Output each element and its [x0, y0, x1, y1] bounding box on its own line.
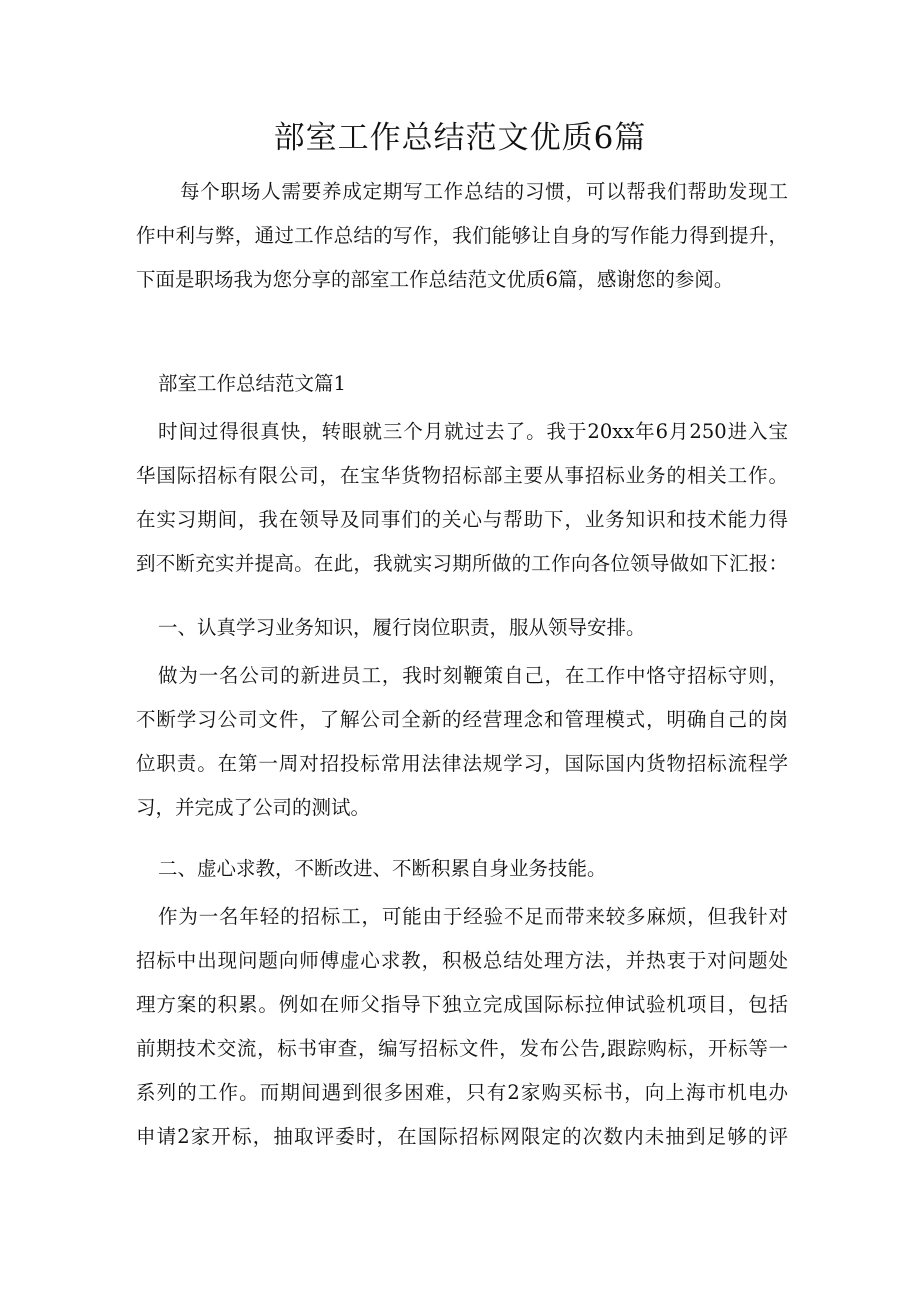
intro-line: 每个职场人需要养成定期写工作总结的习惯，可以帮我们帮助发现工: [180, 180, 788, 203]
body-paragraph-3: [136, 895, 788, 1159]
paragraph-line: 理方案的积累。例如在师父指导下独立完成国际标拉伸试验机项目，包括: [136, 993, 788, 1016]
paragraph-line: 招标中出现问题向师傅虚心求教，积极总结处理方法，并热衷于对问题处: [136, 949, 788, 972]
point-heading-1: 一、认真学习业务知识，履行岗位职责，服从领导安排。: [158, 616, 646, 639]
intro-line: 下面是职场我为您分享的部室工作总结范文优质6篇，感谢您的参阅。: [136, 268, 734, 291]
intro-paragraph: [136, 170, 788, 302]
paragraph-line: 位职责。在第一周对招投标常用法律法规学习，国际国内货物招标流程学: [136, 752, 788, 775]
paragraph-line: 华国际招标有限公司，在宝华货物招标部主要从事招标业务的相关工作。: [136, 464, 788, 487]
document-title: 部室工作总结范文优质6篇: [273, 120, 647, 156]
paragraph-line: 前期技术交流，标书审查，编写招标文件，发布公告,跟踪购标，开标等一: [136, 1037, 788, 1060]
point-heading-2: 二、虚心求教，不断改进、不断积累自身业务技能。: [158, 857, 607, 880]
paragraph-line: 在实习期间，我在领导及同事们的关心与帮助下，业务知识和技术能力得: [136, 508, 788, 531]
intro-line: 作中利与弊，通过工作总结的写作，我们能够让自身的写作能力得到提升，: [136, 224, 788, 247]
paragraph-line: 时间过得很真快，转眼就三个月就过去了。我于20xx年6月250进入宝: [158, 420, 788, 443]
paragraph-line: 做为一名公司的新进员工，我时刻鞭策自己，在工作中恪守招标守则，: [158, 664, 788, 687]
section-heading: 部室工作总结范文篇1: [158, 372, 346, 395]
body-paragraph-1: [136, 410, 788, 586]
paragraph-line: 习，并完成了公司的测试。: [136, 796, 371, 819]
paragraph-line: 到不断充实并提高。在此，我就实习期所做的工作向各位领导做如下汇报：: [136, 552, 788, 575]
paragraph-line: 系列的工作。而期间遇到很多困难，只有2家购买标书，向上海市机电办: [136, 1081, 788, 1104]
paragraph-line: 不断学习公司文件，了解公司全新的经营理念和管理模式，明确自己的岗: [136, 708, 788, 731]
paragraph-line: 作为一名年轻的招标工，可能由于经验不足而带来较多麻烦，但我针对: [158, 905, 788, 928]
paragraph-line: 申请2家开标，抽取评委时，在国际招标网限定的次数内未抽到足够的评: [136, 1125, 788, 1148]
body-paragraph-2: [136, 654, 788, 830]
